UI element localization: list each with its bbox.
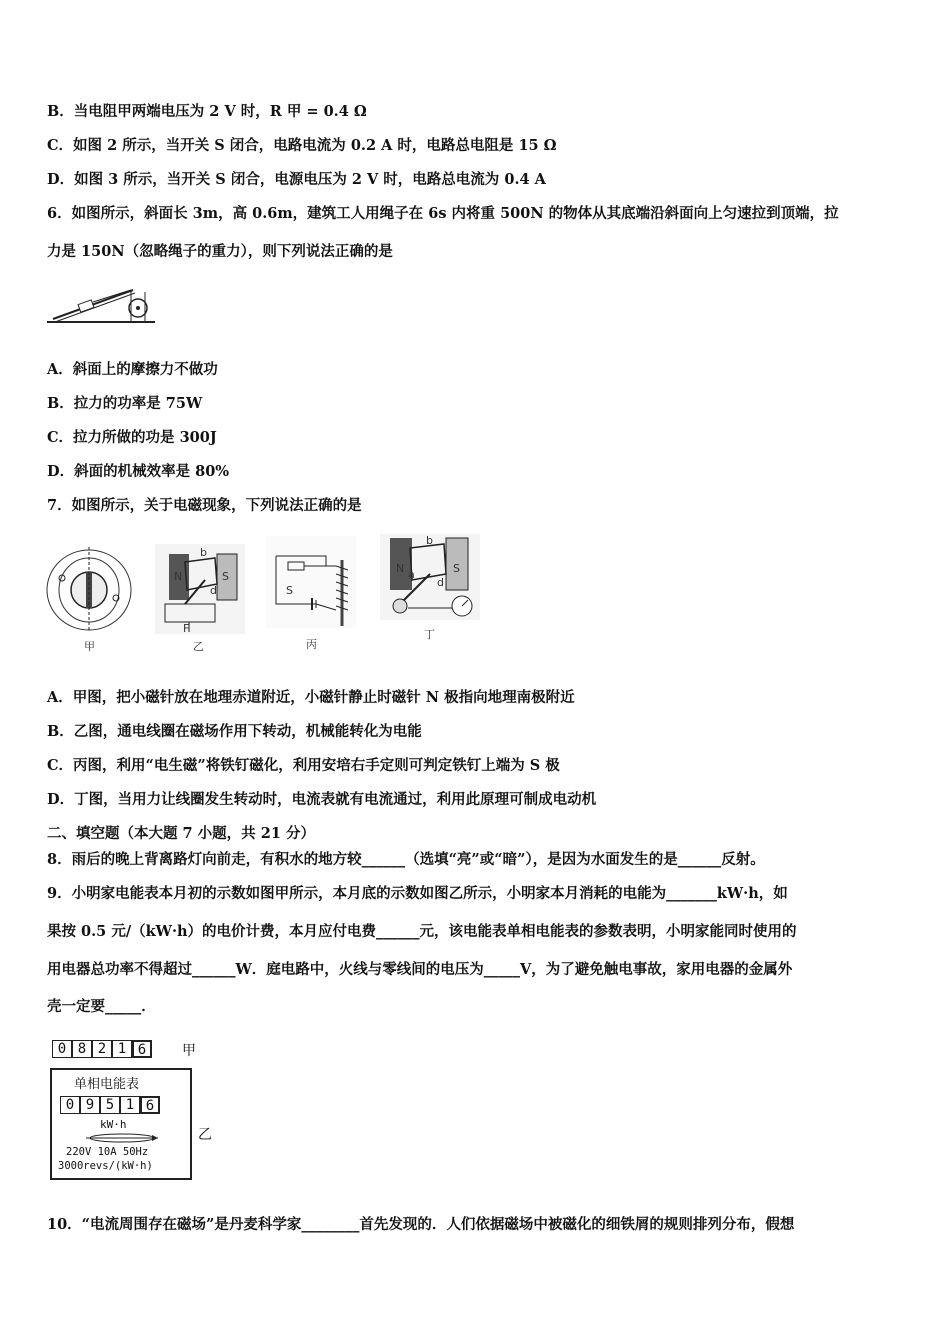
question-9-line-2: 果按 0.5 元/（kW·h）的电价计费，本月应付电费______元，该电能表单相电能表的参数表明，小明家能同时使用的 — [47, 923, 797, 940]
meter-yi-unit: kW·h — [100, 1118, 127, 1131]
electromagnet-figure — [266, 536, 356, 654]
letter-switch-s: S — [286, 584, 293, 597]
letter-d-2: d — [437, 576, 444, 589]
question-6-option-d: D．斜面的机械效率是 80% — [47, 463, 230, 480]
letter-b: b — [200, 546, 207, 559]
question-6-option-a: A．斜面上的摩擦力不做功 — [47, 361, 218, 378]
letter-s: S — [222, 570, 229, 583]
incline-figure — [45, 282, 157, 327]
meter-jia-digit: 8 — [72, 1040, 92, 1058]
meter-jia-digit: 0 — [52, 1040, 72, 1058]
letter-a: a — [408, 568, 415, 581]
caption-bing: 丙 — [306, 638, 317, 651]
question-7-option-a: A．甲图，把小磁针放在地理赤道附近，小磁针静止时磁针 N 极指向地理南极附近 — [47, 689, 575, 706]
letter-d: d — [210, 584, 217, 597]
question-7-option-b: B．乙图，通电线圈在磁场作用下转动，机械能转化为电能 — [47, 723, 422, 740]
caption-ding: 丁 — [424, 628, 435, 641]
motor-figure — [155, 544, 245, 656]
generator-figure — [380, 534, 480, 642]
meter-yi-digit: 5 — [100, 1096, 120, 1114]
earth-field-figure — [44, 542, 134, 657]
option-d-circuit: D．如图 3 所示，当开关 S 闭合，电源电压为 2 V 时，电路总电流为 0.4 A — [47, 171, 546, 188]
meter-yi-digits — [60, 1096, 160, 1114]
meter-jia-label: 甲 — [182, 1043, 196, 1059]
question-6-line-1: 6．如图所示，斜面长 3m，高 0.6m，建筑工人用绳子在 6s 内将重 500N 的物体从其底端沿斜面向上匀速拉到顶端，拉 — [47, 205, 839, 222]
meter-yi-digit: 0 — [60, 1096, 80, 1114]
question-6-option-b: B．拉力的功率是 75W — [47, 395, 203, 412]
letter-n: N — [174, 570, 183, 583]
question-9-line-3: 用电器总功率不得超过______W．庭电路中，火线与零线间的电压为_____V，为了避免触电事故，家用电器的金属外 — [47, 961, 793, 978]
question-10: 10．“电流周围存在磁场”是丹麦科学家________首先发现的．人们依据磁场中被磁化的细铁屑的规则排列分布，假想 — [47, 1216, 795, 1233]
question-9-line-1: 9．小明家电能表本月初的示数如图甲所示，本月底的示数如图乙所示，小明家本月消耗的电能为_______kW·h，如 — [47, 885, 788, 902]
letter-b-2: b — [426, 534, 433, 547]
option-b-resistance: B．当电阻甲两端电压为 2 V 时，R 甲 = 0.4 Ω — [47, 103, 367, 120]
question-7-stem: 7．如图所示，关于电磁现象，下列说法正确的是 — [47, 497, 362, 514]
letter-n-2: N — [396, 562, 405, 575]
meter-jia-digit: 2 — [92, 1040, 112, 1058]
letter-s-2: S — [453, 562, 460, 575]
question-6-line-2: 力是 150N（忽略绳子的重力），则下列说法正确的是 — [47, 243, 393, 260]
section-2-heading: 二、填空题（本大题 7 小题，共 21 分） — [47, 825, 315, 842]
meter-yi-title: 单相电能表 — [74, 1077, 140, 1092]
meter-jia-digit: 1 — [112, 1040, 132, 1058]
question-9-line-4: 壳一定要_____． — [47, 998, 156, 1015]
option-c-circuit: C．如图 2 所示，当开关 S 闭合，电路电流为 0.2 A 时，电路总电阻是 15 Ω — [47, 137, 557, 154]
question-6-option-c: C．拉力所做的功是 300J — [47, 429, 217, 446]
meter-yi-digit: 1 — [120, 1096, 140, 1114]
meter-yi-spec-1: 220V 10A 50Hz — [66, 1146, 149, 1158]
caption-jia: 甲 — [84, 640, 95, 653]
meter-yi-digit: 9 — [80, 1096, 100, 1114]
meter-yi-digit: 6 — [140, 1096, 160, 1114]
meter-yi-label: 乙 — [198, 1127, 212, 1143]
meter-yi-spec-2: 3000revs/(kW·h) — [58, 1160, 153, 1172]
question-7-option-c: C．丙图，利用“电生磁”将铁钉磁化，利用安培右手定则可判定铁钉上端为 S 极 — [47, 757, 560, 774]
meter-disk-icon — [82, 1132, 162, 1144]
letter-f: F — [183, 622, 190, 635]
caption-yi: 乙 — [193, 640, 204, 653]
meter-jia-digit: 6 — [132, 1040, 152, 1058]
meter-jia-digits — [52, 1040, 152, 1058]
meter-yi-box — [50, 1068, 192, 1180]
question-8: 8．雨后的晚上背离路灯向前走，有积水的地方较______（选填“亮”或“暗”），是因为水面发生的是______反射。 — [47, 851, 765, 868]
question-7-option-d: D．丁图，当用力让线圈发生转动时，电流表就有电流通过，利用此原理可制成电动机 — [47, 791, 597, 808]
